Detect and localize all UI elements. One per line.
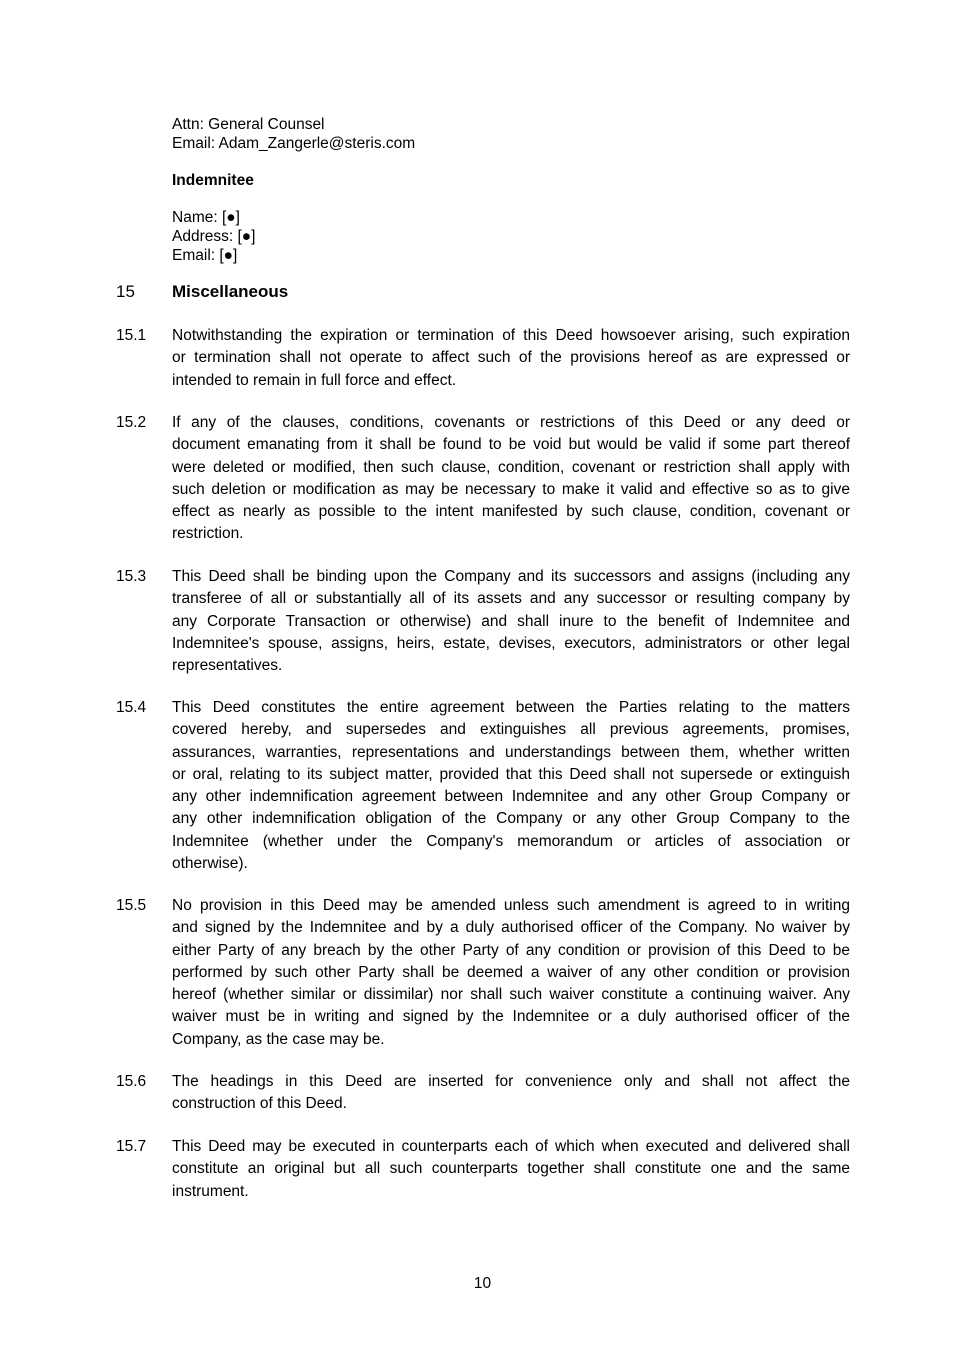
clause-line: This Deed may be executed in counterparts each of which when executed and delivered shall bbox=[172, 1138, 850, 1155]
indemnitee-details-block bbox=[172, 208, 852, 265]
clause-line: and signed by the Indemnitee and by a duly authorised officer of the Company. No waiver by bbox=[172, 919, 850, 937]
clause-number: 15.7 bbox=[116, 1138, 147, 1155]
clause-line: This Deed constitutes the entire agreement between the Parties relating to the matters bbox=[172, 699, 850, 716]
clause-line: such deletion or modification as may be necessary to make it valid and effective so as to give bbox=[172, 480, 850, 498]
clause-text bbox=[172, 1136, 850, 1203]
clause-text bbox=[172, 566, 850, 677]
clause-number: 15.4 bbox=[116, 699, 147, 716]
clause-text bbox=[172, 412, 850, 546]
indemnitee-email: Email: [●] bbox=[172, 247, 238, 264]
clause-number: 15.6 bbox=[116, 1073, 147, 1090]
indemnitee-title-block bbox=[172, 171, 852, 190]
clause-line: otherwise). bbox=[172, 855, 248, 873]
clause-line: intended to remain in full force and effect. bbox=[172, 371, 457, 389]
clause-text bbox=[172, 1071, 850, 1116]
indemnitee-address: Address: [●] bbox=[172, 228, 256, 245]
clause-line: This Deed shall be binding upon the Company and its successors and assigns (including any bbox=[172, 568, 850, 585]
clause-line: or oral, relating to its subject matter, provided that this Deed shall not supersede or extinguish bbox=[172, 765, 850, 783]
clause-line: representatives. bbox=[172, 657, 283, 675]
notice-address-block bbox=[172, 115, 852, 153]
indemnitee-title: Indemnitee bbox=[172, 172, 254, 189]
clause-line: either Party of any breach by the other Party of any condition or provision of this Deed to be bbox=[172, 941, 850, 959]
clause-line: were deleted or modified, then such clause, condition, covenant or restriction shall apply with bbox=[172, 458, 850, 476]
page-number: 10 bbox=[473, 1275, 492, 1292]
clause-line: Company, as the case may be. bbox=[172, 1030, 385, 1048]
clause-number: 15.5 bbox=[116, 897, 147, 914]
clause-number: 15.1 bbox=[116, 327, 147, 344]
clause-line: performed by such other Party shall be deemed a waiver of any other condition or provision bbox=[172, 963, 850, 981]
clause-line: any other indemnification agreement between Indemnitee and any other Group Company or bbox=[172, 788, 850, 806]
clause-line: covered hereby, and supersedes and extinguishes all previous agreements, promises, bbox=[172, 721, 850, 739]
clause-line: document emanating from it shall be found to be void but would be valid if some part thereof bbox=[172, 436, 850, 454]
attn-line: Attn: General Counsel bbox=[172, 116, 325, 133]
clause-line: Indemnitee's spouse, assigns, heirs, estate, devises, executors, administrators or other legal bbox=[172, 634, 850, 652]
clause-line: No provision in this Deed may be amended unless such amendment is agreed to in writing bbox=[172, 897, 850, 914]
section-number: 15 bbox=[116, 282, 135, 301]
clause-text bbox=[172, 895, 850, 1051]
clause-line: hereof (whether similar or dissimilar) nor shall such waiver constitute a continuing waiver. Any bbox=[172, 986, 850, 1004]
section-title: Miscellaneous bbox=[172, 282, 289, 301]
clause-line: assurances, warranties, representations and understandings between them, whether written bbox=[172, 743, 850, 761]
clause-line: any other indemnification obligation of the Company or any other Group Company to the bbox=[172, 810, 850, 828]
clause-line: Notwithstanding the expiration or termination of this Deed howsoever arising, such expiration bbox=[172, 327, 850, 344]
clause-line: or termination shall not operate to affect such of the provisions hereof as are expressed or bbox=[172, 349, 850, 367]
clause-line: Indemnitee (whether under the Company's memorandum or articles of association or bbox=[172, 832, 850, 850]
clause-number: 15.2 bbox=[116, 414, 147, 431]
clause-line: construction of this Deed. bbox=[172, 1095, 347, 1113]
clause-line: transferee of all or substantially all of its assets and any successor or resulting company by bbox=[172, 590, 850, 608]
clause-line: The headings in this Deed are inserted for convenience only and shall not affect the bbox=[172, 1073, 850, 1090]
clause-text bbox=[172, 697, 850, 875]
clause-line: effect as nearly as possible to the intent manifested by such clause, condition, covenant or bbox=[172, 503, 850, 521]
clause-number: 15.3 bbox=[116, 568, 147, 585]
clause-text bbox=[172, 325, 850, 392]
clause-line: If any of the clauses, conditions, covenants or restrictions of this Deed or any deed or bbox=[172, 414, 850, 431]
email-line: Email: Adam_Zangerle@steris.com bbox=[172, 135, 416, 152]
clause-line: any Corporate Transaction or otherwise) and shall inure to the benefit of Indemnitee and bbox=[172, 612, 850, 630]
clause-line: restriction. bbox=[172, 525, 244, 543]
section-heading bbox=[0, 282, 965, 304]
indemnitee-name: Name: [●] bbox=[172, 209, 240, 226]
clause-line: constitute an original but all such counterparts together shall constitute one and the same bbox=[172, 1160, 850, 1178]
clause-line: waiver must be in writing and signed by the Indemnitee or a duly authorised officer of the bbox=[172, 1008, 850, 1026]
clause-line: instrument. bbox=[172, 1182, 249, 1200]
